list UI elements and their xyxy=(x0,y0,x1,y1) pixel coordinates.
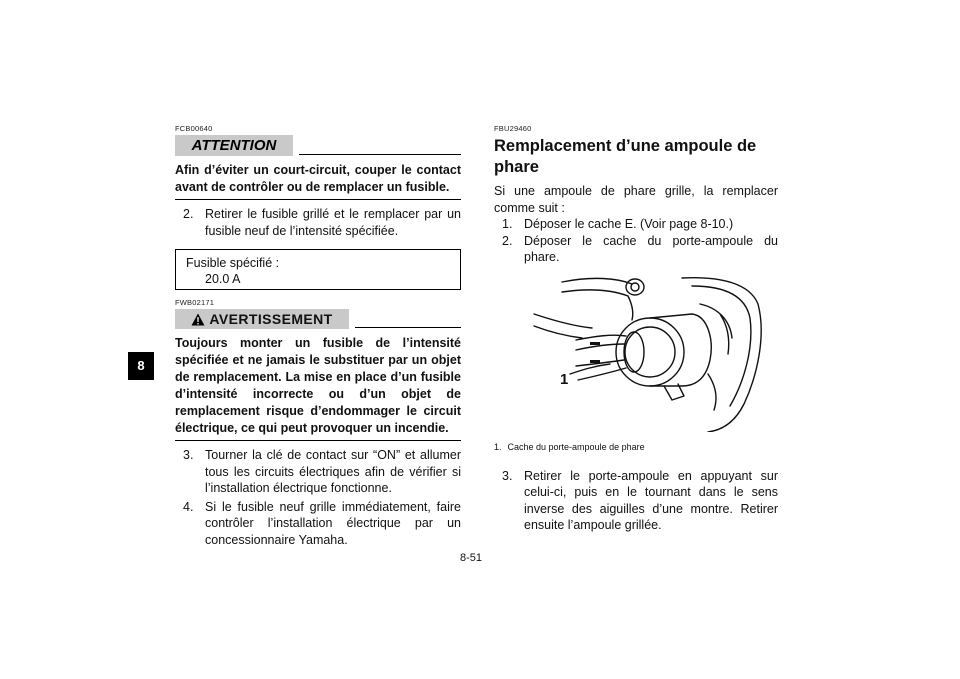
intro-paragraph: Si une ampoule de phare grille, la remplacer comme suit : xyxy=(494,184,778,215)
step-3 xyxy=(175,447,461,497)
warning-header xyxy=(175,309,461,329)
attention-rule xyxy=(299,154,461,155)
figure-caption xyxy=(494,442,778,452)
page-number: 8-51 xyxy=(460,552,483,564)
step-number: 1. xyxy=(502,217,513,231)
step-text: Retirer le fusible grillé et le remplacer par un fusible neuf de l’intensité spécifiée. xyxy=(205,207,461,238)
step-number: 3. xyxy=(502,468,513,483)
warning-badge xyxy=(175,309,349,329)
spec-label: Fusible spécifié : xyxy=(186,256,280,270)
warning-label: AVERTISSEMENT xyxy=(209,311,333,327)
left-column xyxy=(175,124,461,548)
attention-badge: ATTENTION xyxy=(175,135,293,156)
caption-number: 1. xyxy=(494,441,502,452)
attention-code: FCB00640 xyxy=(175,124,213,133)
spec-box xyxy=(175,249,461,290)
right-column xyxy=(494,124,778,534)
section-tab: 8 xyxy=(128,352,154,380)
step-text: Déposer le cache du porte-ampoule du phare. xyxy=(524,233,778,264)
attention-header xyxy=(175,135,461,156)
title-line-2: phare xyxy=(494,158,539,176)
warning-end-rule xyxy=(175,440,461,441)
step-number: 2. xyxy=(502,233,513,248)
warning-rule xyxy=(355,327,461,328)
step-text: Si le fusible neuf grille immédiatement, faire contrôler l’installation électrique par un concessionnaire Yamaha. xyxy=(205,499,461,547)
step-4 xyxy=(175,499,461,549)
step-number: 2. xyxy=(183,207,194,221)
warning-text: Toujours monter un fusible de l’intensité spécifiée et ne jamais le substituer par un objet de remplacement. La mise en place d’un fusible d’intensité incorrecte ou d’un objet de remplacement risque d’endommager le circuit électrique, ce qui peut provoquer un incendie. xyxy=(175,336,461,435)
step-text: Retirer le porte-ampoule en appuyant sur celui-ci, puis en le tournant dans le sens inverse des aiguilles d’une montre. Retirer ensuite l’ampoule grillée. xyxy=(524,468,778,532)
warning-triangle-icon xyxy=(191,313,205,326)
figure-callout-1: 1 xyxy=(560,370,569,388)
step-number: 4. xyxy=(183,499,194,514)
headlight-illustration xyxy=(532,274,782,432)
attention-text: Afin d’éviter un court-circuit, couper le contact avant de contrôler ou de remplacer un fusible. xyxy=(175,163,461,194)
caption-text: Cache du porte-ampoule de phare xyxy=(507,441,645,452)
step-2 xyxy=(494,233,778,266)
step-text: Tourner la clé de contact sur “ON” et allumer tous les circuits électriques afin de vérifier si l’installation électrique fonctionne. xyxy=(205,448,461,495)
step-2 xyxy=(175,206,461,239)
attention-end-rule xyxy=(175,199,461,200)
title-line-1: Remplacement d’une ampoule de xyxy=(494,137,757,155)
step-3 xyxy=(494,468,778,534)
step-1 xyxy=(494,216,778,233)
spec-value: 20.0 A xyxy=(205,272,241,286)
step-text: Déposer le cache E. (Voir page 8-10.) xyxy=(524,217,734,231)
section-code: FBU29460 xyxy=(494,124,532,133)
step-number: 3. xyxy=(183,448,194,462)
warning-code: FWB02171 xyxy=(175,298,215,307)
headlight-bulb-cover-drawing xyxy=(532,274,782,432)
section-title xyxy=(494,136,778,178)
